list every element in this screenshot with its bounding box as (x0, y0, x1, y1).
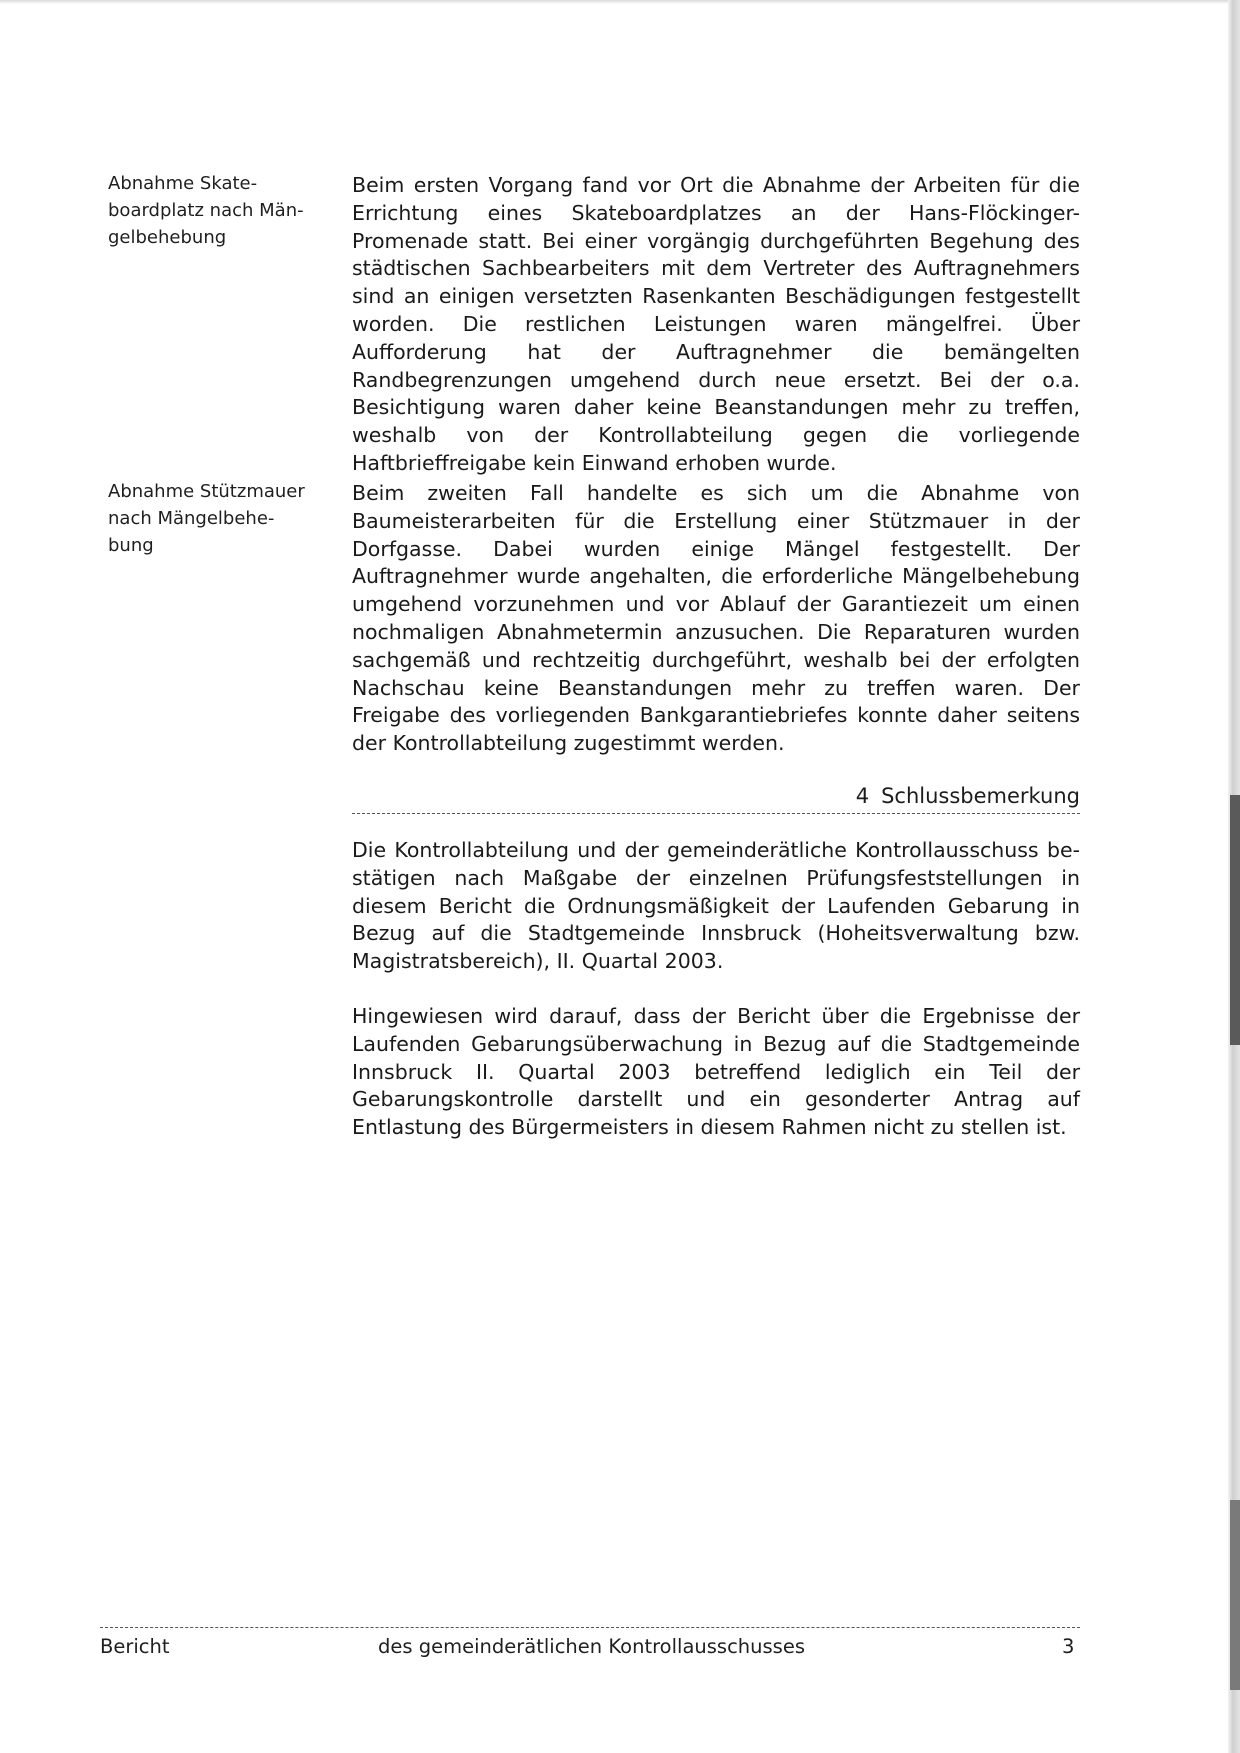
heading-divider (352, 813, 1080, 814)
paragraph-conclusion-1: Die Kontrollabteilung und der gemeinderätliche Kontrollausschuss bestätigen nach Maßgabe der einzelnen Prüfungsfeststellungen in diesem Bericht die Ordnungsmäßigkeit der Laufenden Gebarung in Bezug auf die Stadtgemeinde Innsbruck (Hoheitsverwaltung bzw. Magistratsbereich), II. Quartal 2003. (352, 838, 1080, 974)
paragraph-conclusion-2: Hingewiesen wird darauf, dass der Bericht über die Ergebnisse der Laufenden Gebarungsüberwachung in Bezug auf die Stadtgemeinde Innsbruck II. Quartal 2003 betreffend lediglich ein Teil der Gebarungskontrolle darstellt und ein gesonderter Antrag auf Entlastung des Bürgermeisters in diesem Rahmen nicht zu stellen ist. (352, 1004, 1080, 1140)
scan-shadow-mark (1230, 1500, 1240, 1690)
paragraph-skateboardplatz: Beim ersten Vorgang fand vor Ort die Abnahme der Arbeiten für die Errichtung eines Skateboardplatzes an der Hans-Flöckinger-Promenade statt. Bei einer vorgängig durchgeführten Begehung des städtischen Sachbearbeiters mit dem Vertreter des Auftragnehmers sind an einigen versetzten Rasenkanten Beschädigungen festgestellt worden. Die restlichen Leistungen waren mängelfrei. Über Aufforderung hat der Auftragnehmer die bemängelten Randbegrenzungen umgehend durch neue ersetzt. Bei der o.a. Besichtigung waren daher keine Beanstandungen mehr zu treffen, weshalb von der Kontrollabteilung gegen die vorliegende Haftbrieffreigabe kein Einwand erhoben wurde. (352, 173, 1080, 475)
footer-divider (100, 1627, 1080, 1628)
footer-center: des gemeinderätlichen Kontrollausschusses (378, 1635, 805, 1658)
scan-shadow-mark (1230, 795, 1240, 1045)
page-number: 3 (1062, 1635, 1075, 1658)
paragraph-stuetzmauer: Beim zweiten Fall handelte es sich um die Abnahme von Baumeisterarbeiten für die Erstellung einer Stützmauer in der Dorfgasse. Dabei wurden einige Mängel festgestellt. Der Auftragnehmer wurde angehalten, die erforderliche Mängelbehebung umgehend vorzunehmen und vor Ablauf der Garantiezeit um einen nochmaligen Abnahmetermin anzusuchen. Die Reparaturen wurden sachgemäß und rechtzeitig durchgeführt, weshalb bei der erfolgten Nachschau keine Beanstandungen mehr zu treffen waren. Der Freigabe des vorliegenden Bankgarantiebriefes konnte daher seitens der Kontrollabteilung zugestimmt werden. (352, 481, 1080, 756)
heading-number: 4 (855, 784, 870, 808)
section-heading (352, 782, 1080, 810)
margin-note-skateboardplatz: Abnahme Skateboardplatz nach Mängelbehebung (108, 173, 304, 248)
margin-note-stuetzmauer: Abnahme Stützmauer nach Mängelbehebung (108, 481, 305, 556)
footer-left: Bericht (100, 1635, 170, 1658)
scan-edge-top (0, 0, 1240, 4)
heading-title: Schlussbemerkung (881, 784, 1080, 808)
